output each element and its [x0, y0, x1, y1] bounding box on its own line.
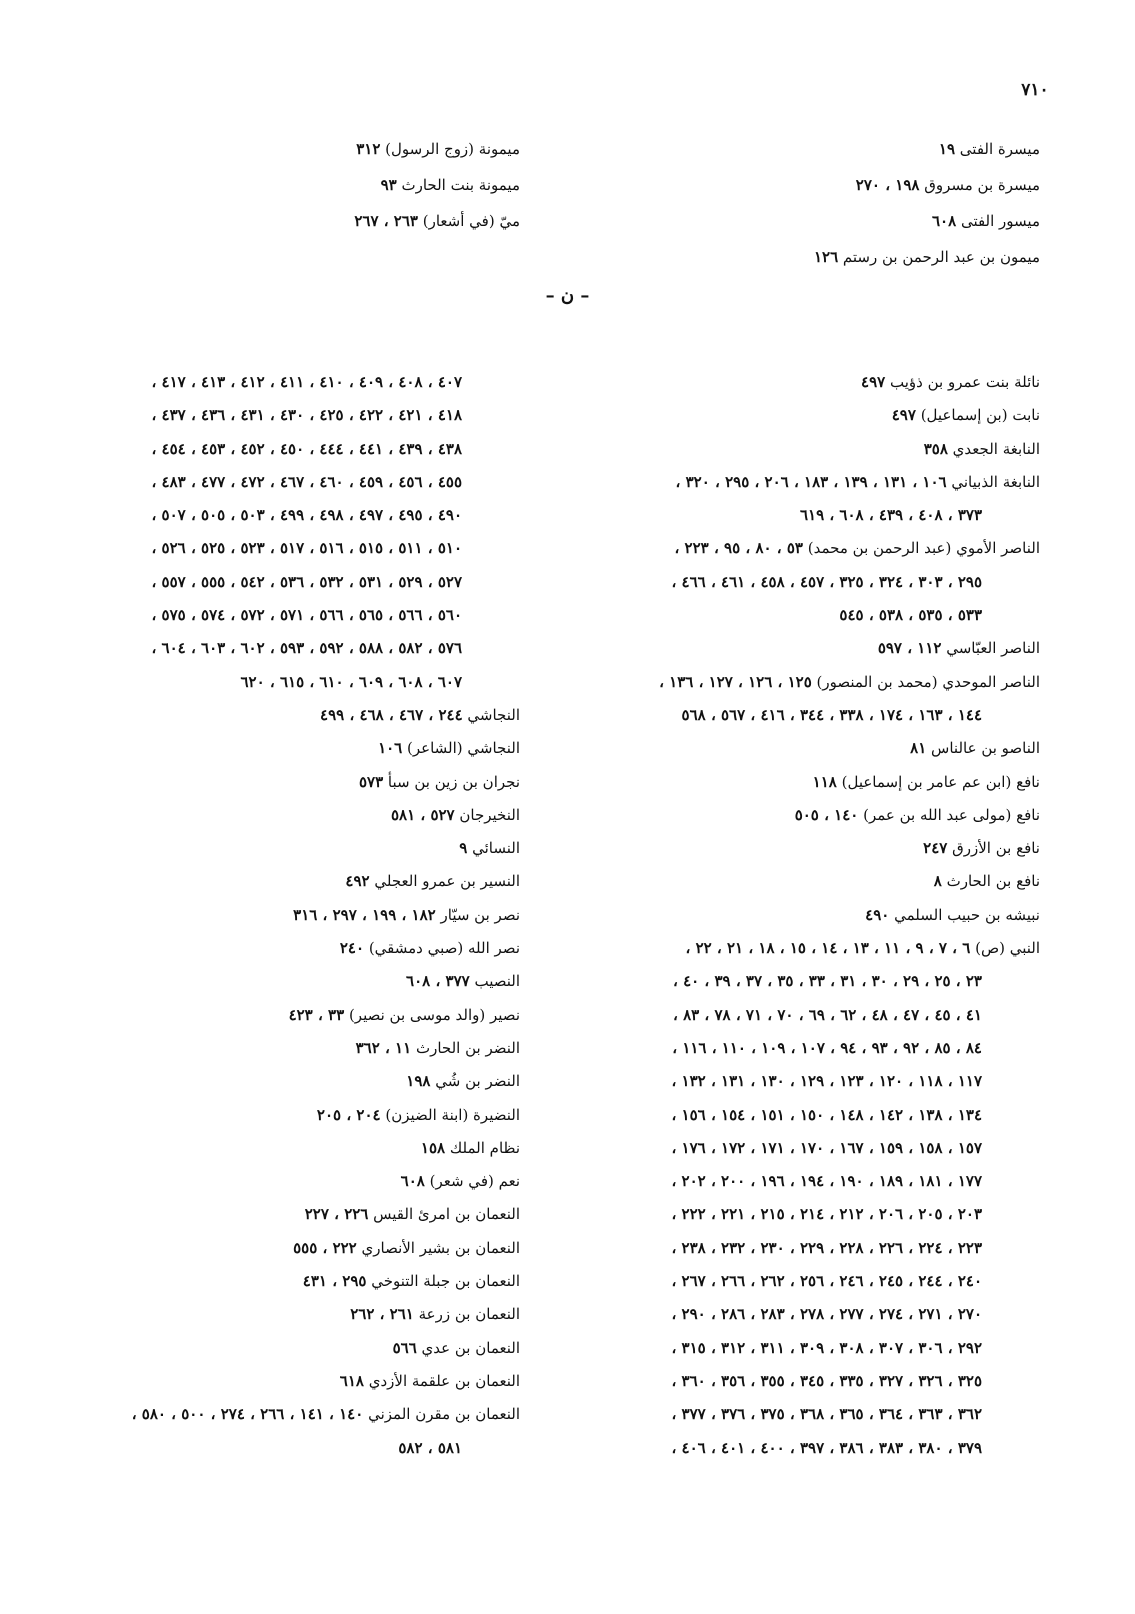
entry-pages: ١٤٠ ، ١٤١ ، ٢٦٦ ، ٢٧٤ ، ٥٠٠ ، ٥٨٠ ،	[131, 1405, 364, 1424]
index-entry	[50, 499, 520, 532]
entry-pages: ٢٤٠	[339, 939, 365, 958]
index-entry	[600, 433, 1040, 466]
entry-pages: ٥٧٦ ، ٥٨٢ ، ٥٨٨ ، ٥٩٢ ، ٥٩٣ ، ٦٠٢ ، ٦٠٣ ، ٦٠٤ ،	[151, 639, 462, 658]
index-entry	[50, 399, 520, 432]
entry-pages: ٣٧٣ ، ٤٠٨ ، ٤٣٩ ، ٦٠٨ ، ٦١٩	[799, 506, 982, 525]
entry-pages: ٢٢٣ ، ٢٢٤ ، ٢٢٦ ، ٢٢٨ ، ٢٢٩ ، ٢٣٠ ، ٢٣٢ ، ٢٣٨ ،	[671, 1238, 982, 1257]
index-entry	[50, 1099, 520, 1132]
entry-name: نظام الملك	[449, 1138, 520, 1157]
entry-pages: ١٥٨	[420, 1138, 446, 1157]
index-entry	[600, 799, 1040, 832]
index-entry	[600, 1165, 1040, 1198]
index-entry	[600, 131, 1040, 167]
index-entry	[600, 732, 1040, 765]
entry-name: نصير (والد موسى بن نصير)	[348, 1005, 520, 1024]
entry-name: ميمونة (زوج الرسول)	[385, 140, 520, 158]
index-entry	[50, 366, 520, 399]
entry-name: نائلة بنت عمرو بن ذؤيب	[890, 373, 1040, 391]
entry-name: النخيرجان	[459, 805, 520, 824]
index-entry	[600, 366, 1040, 399]
index-entry	[50, 131, 520, 167]
entry-pages: ٣١٢	[356, 140, 381, 158]
index-entry	[600, 965, 1040, 998]
index-entry	[50, 1132, 520, 1165]
index-entry	[50, 732, 520, 765]
entry-name: ميسور الفتى	[960, 212, 1040, 230]
entry-pages: ١١٧ ، ١١٨ ، ١٢٠ ، ١٢٣ ، ١٢٩ ، ١٣٠ ، ١٣١ ، ١٣٢ ،	[671, 1072, 982, 1091]
index-entry	[600, 1032, 1040, 1065]
index-entry	[600, 599, 1040, 632]
entry-pages: ٣٦٢ ، ٣٦٣ ، ٣٦٤ ، ٣٦٥ ، ٣٦٨ ، ٣٧٥ ، ٣٧٦ ، ٣٧٧ ،	[671, 1405, 982, 1424]
index-entry	[600, 832, 1040, 865]
entry-pages: ٢٤٤ ، ٤٦٧ ، ٤٦٨ ، ٤٩٩	[320, 705, 463, 724]
index-entry	[50, 433, 520, 466]
index-entry	[600, 566, 1040, 599]
entry-pages: ٥٧٣	[358, 772, 384, 791]
index-entry	[600, 899, 1040, 932]
index-entry	[600, 1398, 1040, 1431]
index-entry	[600, 1099, 1040, 1132]
entry-pages: ١٣٤ ، ١٣٨ ، ١٤٢ ، ١٤٨ ، ١٥٠ ، ١٥١ ، ١٥٤ ، ١٥٦ ،	[671, 1105, 982, 1124]
index-entry	[50, 999, 520, 1032]
entry-pages: ١٤٤ ، ١٦٣ ، ١٧٤ ، ٣٣٨ ، ٣٤٤ ، ٤١٦ ، ٥٦٧ ، ٥٦٨	[681, 705, 982, 724]
index-entry	[50, 632, 520, 665]
entry-name: الناصو بن عالناس	[931, 739, 1040, 758]
entry-pages: ١٢٥ ، ١٢٦ ، ١٢٧ ، ١٣٦ ،	[659, 672, 812, 691]
entry-pages: ٦٠٧ ، ٦٠٨ ، ٦٠٩ ، ٦١٠ ، ٦١٥ ، ٦٢٠	[240, 672, 462, 691]
entry-name: نصر بن سيّار	[440, 905, 520, 924]
index-entry	[50, 1365, 520, 1398]
index-entry	[50, 1032, 520, 1065]
index-entry	[50, 899, 520, 932]
entry-pages: ٢٢٢ ، ٥٥٥	[293, 1238, 357, 1257]
index-entry	[50, 932, 520, 965]
entry-pages: ٣٢٥ ، ٣٢٦ ، ٣٢٧ ، ٣٣٥ ، ٣٤٥ ، ٣٥٥ ، ٣٥٦ ، ٣٦٠ ،	[671, 1371, 982, 1390]
index-entry	[50, 865, 520, 898]
entry-name: نعم (في شعر)	[429, 1172, 520, 1191]
entry-pages: ٤٣٨ ، ٤٣٩ ، ٤٤١ ، ٤٤٤ ، ٤٥٠ ، ٤٥٢ ، ٤٥٣ ، ٤٥٤ ،	[151, 439, 462, 458]
entry-pages: ٤١ ، ٤٥ ، ٤٧ ، ٤٨ ، ٦٢ ، ٦٩ ، ٧٠ ، ٧١ ، ٧٨ ، ٨٣ ،	[673, 1005, 982, 1024]
entry-pages: ١٩٨	[406, 1072, 431, 1091]
index-entry	[50, 666, 520, 699]
entry-pages: ٣٣ ، ٤٢٣	[288, 1005, 345, 1024]
entry-pages: ٢٩٢ ، ٣٠٦ ، ٣٠٧ ، ٣٠٨ ، ٣٠٩ ، ٣١١ ، ٣١٢ ، ٣١٥ ،	[671, 1338, 982, 1357]
entry-pages: ٥١٠ ، ٥١١ ، ٥١٥ ، ٥١٦ ، ٥١٧ ، ٥٢٣ ، ٥٢٥ ، ٥٢٦ ،	[151, 539, 462, 558]
index-entry	[50, 832, 520, 865]
entry-pages: ١١٢ ، ٥٩٧	[877, 639, 942, 658]
index-entry	[50, 203, 520, 239]
index-entry	[600, 167, 1040, 203]
index-entry	[50, 1232, 520, 1265]
entry-name: الناصر الأموي (عبد الرحمن بن محمد)	[807, 539, 1040, 558]
entry-pages: ٢٧٠ ، ٢٧١ ، ٢٧٤ ، ٢٧٧ ، ٢٧٨ ، ٢٨٣ ، ٢٨٦ ، ٢٩٠ ،	[671, 1305, 982, 1324]
entry-name: النسائي	[472, 839, 520, 858]
index-entry	[50, 1398, 520, 1431]
index-entry	[600, 1432, 1040, 1465]
index-entry	[600, 865, 1040, 898]
index-entry	[50, 1165, 520, 1198]
index-entry	[600, 532, 1040, 565]
index-entry	[50, 532, 520, 565]
entry-name: النصيب	[474, 972, 520, 991]
index-entry	[50, 699, 520, 732]
entry-pages: ٤٩٢	[345, 872, 370, 891]
entry-pages: ٥٣ ، ٨٠ ، ٩٥ ، ٢٢٣ ،	[674, 539, 803, 558]
entry-pages: ٢٦١ ، ٢٦٢	[350, 1305, 414, 1324]
entry-name: نافع (مولى عبد الله بن عمر)	[863, 805, 1040, 824]
entry-name: نجران بن زين بن سبأ	[387, 772, 520, 791]
entry-pages: ١٢٦	[813, 248, 839, 266]
index-entry	[50, 1065, 520, 1098]
entry-pages: ٦٠٨	[931, 212, 957, 230]
entry-name: نصر الله (صبي دمشقي)	[368, 939, 520, 958]
entry-pages: ٣٧٧ ، ٦٠٨	[406, 972, 470, 991]
entry-pages: ١٧٧ ، ١٨١ ، ١٨٩ ، ١٩٠ ، ١٩٤ ، ١٩٦ ، ٢٠٠ ، ٢٠٢ ،	[671, 1172, 982, 1191]
entry-name: نافع بن الحارث	[946, 872, 1040, 891]
entry-pages: ٤٩٧	[861, 373, 886, 391]
page-number: ٧١٠	[1021, 80, 1049, 100]
entry-pages: ٨	[933, 872, 942, 891]
entry-pages: ٤٥٥ ، ٤٥٦ ، ٤٥٩ ، ٤٦٠ ، ٤٦٧ ، ٤٧٢ ، ٤٧٧ ، ٤٨٣ ،	[151, 472, 462, 491]
entry-pages: ٢٠٣ ، ٢٠٥ ، ٢٠٦ ، ٢١٢ ، ٢١٤ ، ٢١٥ ، ٢٢١ ، ٢٢٢ ،	[671, 1205, 982, 1224]
entry-pages: ٤٠٧ ، ٤٠٨ ، ٤٠٩ ، ٤١٠ ، ٤١١ ، ٤١٢ ، ٤١٣ ، ٤١٧ ،	[151, 373, 462, 391]
entry-pages: ٥٦٠ ، ٥٦٦ ، ٥٦٥ ، ٥٦٦ ، ٥٧١ ، ٥٧٢ ، ٥٧٤ ، ٥٧٥ ،	[151, 606, 462, 625]
entry-name: النعمان بن بشير الأنصاري	[361, 1238, 520, 1257]
entry-pages: ١٠٦ ، ١٣١ ، ١٣٩ ، ١٨٣ ، ٢٠٦ ، ٢٩٥ ، ٣٢٠ ،	[675, 472, 947, 491]
entry-name: ميسرة الفتى	[959, 140, 1040, 158]
entry-pages: ١٩٨ ، ٢٧٠	[855, 176, 920, 194]
entry-name: النعمان بن امرئ القيس	[373, 1205, 520, 1224]
top-left-column	[50, 131, 520, 239]
index-entry	[50, 799, 520, 832]
left-index-column	[50, 366, 520, 1465]
entry-pages: ٦١٨	[339, 1371, 364, 1390]
index-entry	[50, 599, 520, 632]
entry-pages: ٨١	[910, 739, 927, 758]
index-entry	[600, 399, 1040, 432]
top-right-column	[600, 131, 1040, 275]
entry-name: ميسرة بن مسروق	[924, 176, 1040, 194]
index-entry	[600, 666, 1040, 699]
entry-pages: ٤٩٧	[891, 406, 916, 425]
entry-pages: ١١٨	[812, 772, 837, 791]
index-entry	[600, 1265, 1040, 1298]
entry-pages: ٤١٨ ، ٤٢١ ، ٤٢٢ ، ٤٢٥ ، ٤٣٠ ، ٤٣١ ، ٤٣٦ ، ٤٣٧ ،	[151, 406, 462, 425]
entry-pages: ٢٤٧	[923, 839, 948, 858]
index-entry	[50, 1265, 520, 1298]
entry-pages: ٤٩٠	[865, 905, 890, 924]
entry-pages: ٥٢٧ ، ٥٨١	[390, 805, 455, 824]
entry-name: الناصر العبّاسي	[946, 639, 1040, 658]
entry-name: النعمان بن جبلة التنوخي	[371, 1272, 520, 1291]
index-entry	[600, 766, 1040, 799]
entry-name: نافع (ابن عم عامر بن إسماعيل)	[841, 772, 1040, 791]
entry-pages: ٩	[459, 839, 468, 858]
index-entry	[50, 1198, 520, 1231]
index-entry	[50, 965, 520, 998]
entry-name: النسير بن عمرو العجلي	[374, 872, 520, 891]
index-entry	[600, 1065, 1040, 1098]
entry-pages: ٥٦٦	[392, 1338, 417, 1357]
entry-pages: ٢٦٣ ، ٢٦٧	[354, 212, 418, 230]
entry-name: النضيرة (ابنة الضيزن)	[385, 1105, 520, 1124]
entry-name: النضر بن شُي	[435, 1072, 520, 1091]
index-entry	[600, 1298, 1040, 1331]
entry-name: الناصر الموحدي (محمد بن المنصور)	[816, 672, 1040, 691]
index-entry	[50, 1298, 520, 1331]
index-entry	[600, 239, 1040, 275]
entry-pages: ٦ ، ٧ ، ٩ ، ١١ ، ١٣ ، ١٤ ، ١٥ ، ١٨ ، ٢١ ، ٢٢ ،	[685, 939, 971, 958]
index-entry	[600, 499, 1040, 532]
index-entry	[50, 566, 520, 599]
right-index-column	[600, 366, 1040, 1465]
entry-name: النجاشي	[467, 705, 520, 724]
index-entry	[50, 1432, 520, 1465]
entry-pages: ٥٢٧ ، ٥٢٩ ، ٥٣١ ، ٥٣٢ ، ٥٣٦ ، ٥٤٢ ، ٥٥٥ ، ٥٥٧ ،	[151, 572, 462, 591]
entry-pages: ٣٥٨	[923, 439, 948, 458]
index-entry	[50, 167, 520, 203]
entry-pages: ٣٧٩ ، ٣٨٠ ، ٣٨٣ ، ٣٨٦ ، ٣٩٧ ، ٤٠٠ ، ٤٠١ ، ٤٠٦ ،	[671, 1438, 982, 1457]
entry-pages: ١٥٧ ، ١٥٨ ، ١٥٩ ، ١٦٧ ، ١٧٠ ، ١٧١ ، ١٧٢ ، ١٧٦ ،	[671, 1138, 982, 1157]
entry-pages: ١٨٢ ، ١٩٩ ، ٢٩٧ ، ٣١٦	[293, 905, 436, 924]
entry-name: النابغة الجعدي	[952, 439, 1040, 458]
entry-name: النضر بن الحارث	[415, 1038, 520, 1057]
entry-pages: ١١ ، ٣٦٢	[355, 1038, 412, 1057]
index-entry	[600, 1198, 1040, 1231]
section-heading: – ن –	[545, 285, 590, 306]
entry-pages: ٢٠٤ ، ٢٠٥	[316, 1105, 381, 1124]
index-entry	[600, 466, 1040, 499]
entry-name: نبيشه بن حبيب السلمي	[894, 905, 1040, 924]
entry-pages: ١٩	[938, 140, 956, 158]
index-entry	[600, 632, 1040, 665]
index-entry	[600, 999, 1040, 1032]
entry-name: نافع بن الأزرق	[952, 839, 1040, 858]
index-entry	[50, 766, 520, 799]
entry-name: النبي (ص)	[975, 939, 1040, 958]
entry-pages: ٨٤ ، ٨٥ ، ٩٢ ، ٩٣ ، ٩٤ ، ١٠٧ ، ١٠٩ ، ١١٠ ، ١١٦ ،	[672, 1038, 982, 1057]
entry-pages: ٦٠٨	[400, 1172, 425, 1191]
entry-name: النعمان بن علقمة الأزدي	[368, 1371, 520, 1390]
entry-name: النعمان بن زرعة	[418, 1305, 520, 1324]
index-entry	[50, 1332, 520, 1365]
entry-name: النجاشي (الشاعر)	[407, 739, 520, 758]
index-entry	[600, 1232, 1040, 1265]
entry-pages: ٢٣ ، ٢٥ ، ٢٩ ، ٣٠ ، ٣١ ، ٣٣ ، ٣٥ ، ٣٧ ، ٣٩ ، ٤٠ ،	[673, 972, 982, 991]
index-entry	[600, 932, 1040, 965]
index-entry	[600, 1332, 1040, 1365]
entry-name: ميمونة بنت الحارث	[401, 176, 520, 194]
entry-pages: ٢٢٦ ، ٢٢٧	[304, 1205, 369, 1224]
entry-pages: ٥٣٣ ، ٥٣٥ ، ٥٣٨ ، ٥٤٥	[839, 606, 982, 625]
entry-pages: ١٤٠ ، ٥٠٥	[794, 805, 859, 824]
entry-pages: ٩٣	[380, 176, 397, 194]
index-entry	[50, 466, 520, 499]
entry-name: النعمان بن مقرن المزني	[368, 1405, 520, 1424]
index-entry	[600, 699, 1040, 732]
entry-pages: ٥٨١ ، ٥٨٢	[398, 1438, 462, 1457]
entry-pages: ٢٤٠ ، ٢٤٤ ، ٢٤٥ ، ٢٤٦ ، ٢٥٦ ، ٢٦٢ ، ٢٦٦ ، ٢٦٧ ،	[671, 1272, 982, 1291]
entry-name: النعمان بن عدي	[421, 1338, 520, 1357]
entry-pages: ١٠٦	[378, 739, 403, 758]
index-entry	[600, 1365, 1040, 1398]
entry-name: النابغة الذبياني	[951, 472, 1040, 491]
index-entry	[600, 203, 1040, 239]
entry-name: ميّ (في أشعار)	[422, 212, 520, 230]
entry-pages: ٢٩٥ ، ٤٣١	[302, 1272, 367, 1291]
entry-pages: ٤٩٠ ، ٤٩٥ ، ٤٩٧ ، ٤٩٨ ، ٤٩٩ ، ٥٠٣ ، ٥٠٥ ، ٥٠٧ ،	[151, 506, 462, 525]
entry-pages: ٢٩٥ ، ٣٠٣ ، ٣٢٤ ، ٣٢٥ ، ٤٥٧ ، ٤٥٨ ، ٤٦١ ، ٤٦٦ ،	[671, 572, 982, 591]
entry-name: ميمون بن عبد الرحمن بن رستم	[842, 248, 1040, 266]
entry-name: نابت (بن إسماعيل)	[920, 406, 1040, 425]
index-entry	[600, 1132, 1040, 1165]
